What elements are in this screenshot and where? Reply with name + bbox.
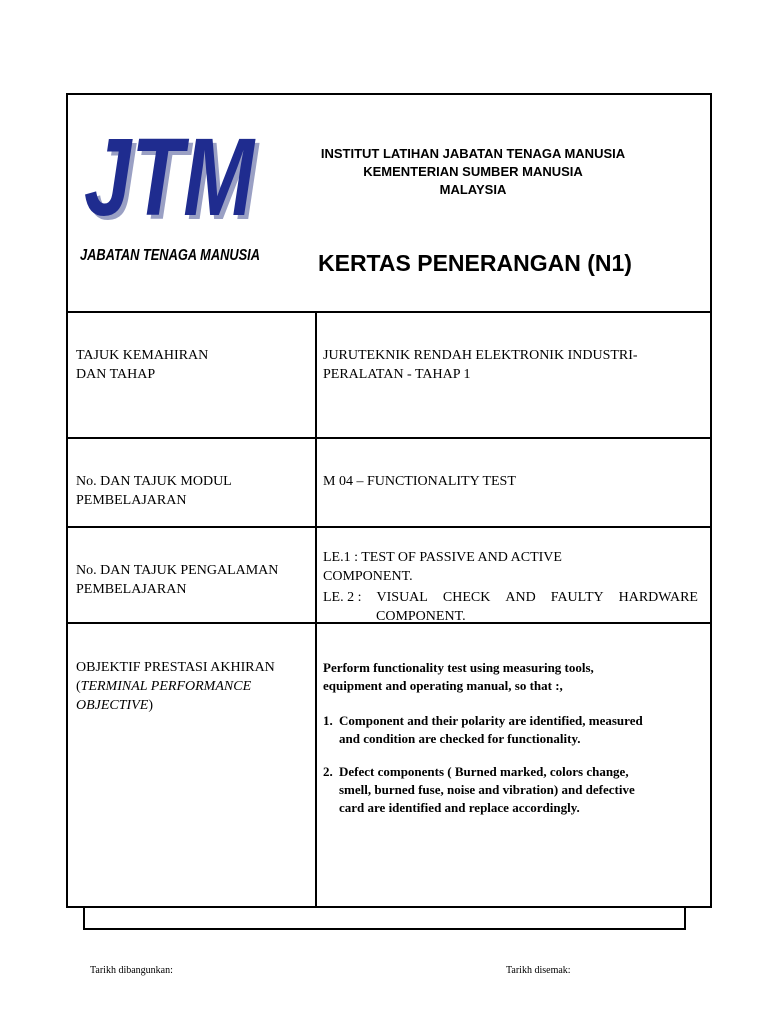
skill-row (68, 311, 710, 439)
module-value: M 04 – FUNCTIONALITY TEST (323, 474, 516, 489)
point-line: Defect components ( Burned marked, colors change, (339, 764, 629, 779)
objective-intro-line: equipment and operating manual, so that :, (323, 678, 563, 693)
le2-title (323, 588, 698, 607)
experience-value (323, 548, 698, 626)
objective-label-line: OBJEKTIF PRESTASI AKHIRAN (76, 660, 275, 675)
objective-row (68, 624, 710, 906)
institution-block (298, 145, 648, 199)
objective-value (323, 659, 703, 817)
point-line: and condition are checked for functionality. (339, 731, 581, 746)
logo-caption: JABATAN TENAGA MANUSIA (80, 247, 260, 264)
experience-row (68, 528, 710, 624)
objective-intro-line: Perform functionality test using measuring tools, (323, 660, 594, 675)
point-number: 2. (323, 764, 333, 779)
objective-label-line (76, 696, 275, 715)
skill-value-line: PERALATAN - TAHAP 1 (323, 367, 471, 382)
experience-label (76, 561, 278, 599)
experience-label-line: PEMBELAJARAN (76, 582, 187, 597)
date-developed-label: Tarikh dibangunkan: (90, 965, 173, 976)
document-title: KERTAS PENERANGAN (N1) (318, 250, 632, 276)
le2-word: FAULTY (550, 590, 604, 605)
point-line: smell, burned fuse, noise and vibration) and defective (339, 782, 635, 797)
point-number: 1. (323, 713, 333, 728)
le1-title-cont: COMPONENT. (323, 569, 413, 584)
objective-label (76, 658, 275, 715)
module-row (68, 439, 710, 528)
paren-open: ( (76, 679, 81, 694)
ministry-line: KEMENTERIAN SUMBER MANUSIA (363, 164, 583, 179)
module-label-line: No. DAN TAJUK MODUL (76, 474, 232, 489)
terminal-performance-text: TERMINAL PERFORMANCE (80, 679, 252, 694)
module-label-line: PEMBELAJARAN (76, 493, 187, 508)
paren-close: ) (148, 698, 153, 713)
institution-line: INSTITUT LATIHAN JABATAN TENAGA MANUSIA (320, 146, 626, 161)
skill-label-line: DAN TAHAP (76, 367, 156, 382)
objective-label-line (76, 677, 275, 696)
logo-mark: JTM (84, 116, 256, 239)
skill-label-line: TAJUK KEMAHIRAN (76, 348, 209, 363)
date-reviewed-label: Tarikh disemak: (506, 965, 571, 976)
le2-word: AND (505, 590, 536, 605)
module-label (76, 472, 232, 510)
point-line: card are identified and replace accordingly. (339, 800, 580, 815)
skill-label (76, 346, 208, 384)
skill-value-line: JURUTEKNIK RENDAH ELEKTRONIK INDUSTRI- (323, 348, 638, 363)
le2-word: CHECK (442, 590, 491, 605)
le2-word: HARDWARE (618, 590, 698, 605)
country-line: MALAYSIA (439, 182, 507, 197)
le2-word: LE. 2 : (323, 590, 362, 605)
objective-text: OBJECTIVE (76, 698, 149, 713)
document-frame (66, 93, 712, 908)
point-line: Component and their polarity are identified, measured (339, 713, 643, 728)
le1-title: LE.1 : TEST OF PASSIVE AND ACTIVE (323, 550, 562, 565)
le2-word: VISUAL (376, 590, 428, 605)
objective-point (323, 763, 703, 817)
footer-box (83, 908, 686, 930)
objective-point (323, 712, 703, 748)
experience-label-line: No. DAN TAJUK PENGALAMAN (76, 563, 279, 578)
le2-title-cont: COMPONENT. (376, 609, 466, 624)
logo-mark-shadow: JTM (88, 120, 260, 243)
skill-value (323, 346, 638, 384)
document-header (68, 95, 710, 313)
jtm-logo (76, 115, 266, 275)
